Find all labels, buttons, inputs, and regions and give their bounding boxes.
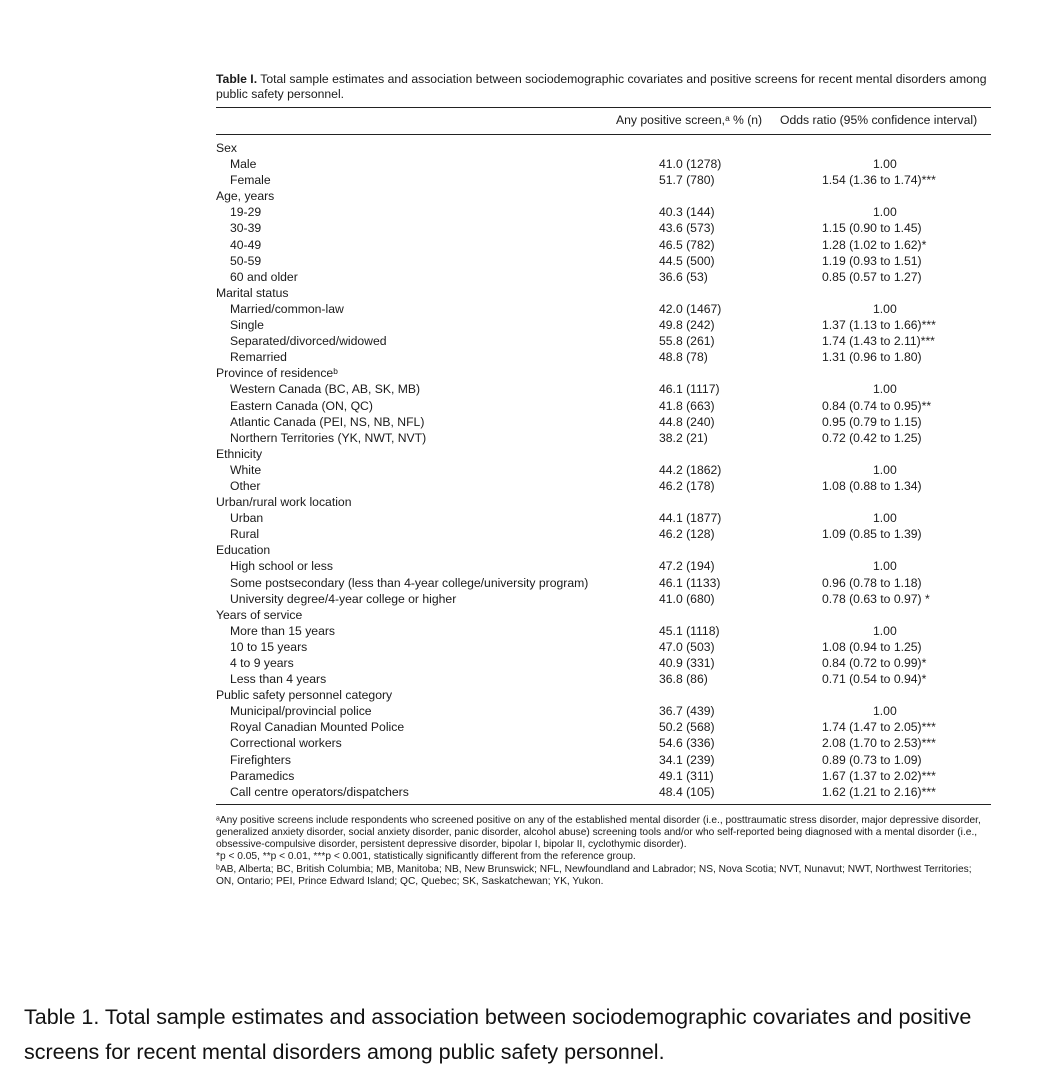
odds-ratio-value: 1.00	[873, 623, 897, 638]
table-number: Table I.	[216, 72, 258, 86]
table-row	[216, 478, 991, 494]
table-row	[216, 768, 991, 784]
table-group-heading	[216, 188, 991, 204]
positive-screen-value: 46.1 (1133)	[659, 575, 721, 590]
odds-ratio-value: 1.62 (1.21 to 2.16)***	[822, 784, 936, 799]
table-row	[216, 575, 991, 591]
odds-ratio-value: 1.00	[873, 382, 897, 397]
row-label: Municipal/provincial police	[230, 704, 372, 719]
row-label: Single	[230, 318, 264, 333]
positive-screen-value: 36.8 (86)	[659, 672, 708, 687]
odds-ratio-value: 1.08 (0.88 to 1.34)	[822, 478, 922, 493]
odds-ratio-value: 1.00	[873, 559, 897, 574]
footnote-a: ᵃAny positive screens include respondents who screened positive on any of the established mental disorder (i.e., posttraumatic stress disorder, major depressive disorder, generalized anxiety disorder, social anxiety disorder, panic disorder, alcohol abuse) screening tools and/or who self-reported being diagnosed with a mental disorder (i.e., obsessive-compulsive disorder, persistent depressive disorder, bipolar I, bipolar II, cyclothymic disorder).	[216, 814, 981, 851]
odds-ratio-value: 1.37 (1.13 to 1.66)***	[822, 318, 936, 333]
row-label: Other	[230, 478, 261, 493]
row-label: Western Canada (BC, AB, SK, MB)	[230, 382, 421, 397]
positive-screen-value: 43.6 (573)	[659, 221, 715, 236]
table-group-heading	[216, 687, 991, 703]
positive-screen-value: 46.2 (128)	[659, 527, 715, 542]
odds-ratio-value: 1.00	[873, 511, 897, 526]
odds-ratio-value: 1.74 (1.43 to 2.11)***	[822, 334, 935, 349]
table-page	[216, 72, 991, 888]
positive-screen-value: 50.2 (568)	[659, 720, 715, 735]
positive-screen-value: 54.6 (336)	[659, 736, 715, 751]
row-label: Call centre operators/dispatchers	[230, 784, 409, 799]
table-row	[216, 414, 991, 430]
row-label: Province of residenceᵇ	[216, 366, 338, 381]
table-group-heading	[216, 494, 991, 510]
table-row	[216, 655, 991, 671]
row-label: Ethnicity	[216, 446, 263, 461]
row-label: Education	[216, 543, 271, 558]
row-label: Years of service	[216, 607, 303, 622]
positive-screen-value: 36.6 (53)	[659, 269, 708, 284]
row-label: White	[230, 462, 262, 477]
odds-ratio-value: 0.85 (0.57 to 1.27)	[822, 269, 922, 284]
row-label: 40-49	[230, 237, 262, 252]
table-row	[216, 639, 991, 655]
row-label: Less than 4 years	[230, 672, 327, 687]
positive-screen-value: 51.7 (780)	[659, 173, 715, 188]
row-label: High school or less	[230, 559, 333, 574]
row-label: Female	[230, 173, 271, 188]
table-body	[216, 135, 991, 800]
table-row	[216, 381, 991, 397]
table-row	[216, 623, 991, 639]
table-row	[216, 784, 991, 800]
row-label: Royal Canadian Mounted Police	[230, 720, 405, 735]
positive-screen-value: 44.5 (500)	[659, 253, 715, 268]
row-label: Urban/rural work location	[216, 495, 352, 510]
table-row	[216, 156, 991, 172]
odds-ratio-value: 1.00	[873, 704, 897, 719]
table-header	[216, 108, 991, 134]
positive-screen-value: 44.8 (240)	[659, 414, 715, 429]
positive-screen-value: 48.8 (78)	[659, 350, 708, 365]
table-title-text: Total sample estimates and association between sociodemographic covariates and positive screens for recent mental disorders among public safety personnel.	[216, 72, 987, 101]
positive-screen-value: 49.1 (311)	[659, 768, 714, 783]
table-row	[216, 430, 991, 446]
odds-ratio-value: 1.19 (0.93 to 1.51)	[822, 253, 922, 268]
positive-screen-value: 40.9 (331)	[659, 656, 715, 670]
row-label: Separated/divorced/widowed	[230, 334, 387, 349]
row-label: Firefighters	[230, 752, 291, 767]
row-label: University degree/4-year college or higher	[230, 591, 457, 606]
odds-ratio-value: 0.71 (0.54 to 0.94)*	[822, 672, 927, 687]
table-row	[216, 526, 991, 542]
odds-ratio-value: 0.84 (0.72 to 0.99)*	[822, 656, 927, 670]
row-label: Northern Territories (YK, NWT, NVT)	[230, 430, 427, 445]
table-row	[216, 752, 991, 768]
table-row	[216, 510, 991, 526]
table-group-heading	[216, 285, 991, 301]
row-label: Rural	[230, 527, 260, 542]
positive-screen-value: 41.0 (680)	[659, 591, 715, 606]
footnotes	[216, 815, 991, 888]
row-label: Married/common-law	[230, 301, 344, 316]
column-header-positive-screen: Any positive screen,ᵃ % (n)	[616, 113, 763, 127]
positive-screen-value: 46.5 (782)	[659, 237, 715, 252]
table-row	[216, 172, 991, 188]
table-group-heading	[216, 607, 991, 623]
table-group-heading	[216, 446, 991, 462]
table-row	[216, 703, 991, 719]
row-label: Eastern Canada (ON, QC)	[230, 398, 373, 413]
positive-screen-value: 41.0 (1278)	[659, 157, 722, 172]
table-row	[216, 558, 991, 574]
table-row	[216, 204, 991, 220]
row-label: 50-59	[230, 253, 262, 268]
table-row	[216, 719, 991, 735]
footnote-significance: *p < 0.05, **p < 0.01, ***p < 0.001, statistically significantly different from the reference group.	[216, 851, 636, 863]
odds-ratio-value: 1.00	[873, 157, 897, 172]
table-row	[216, 301, 991, 317]
odds-ratio-value: 0.72 (0.42 to 1.25)	[822, 430, 922, 445]
positive-screen-value: 48.4 (105)	[659, 784, 715, 799]
odds-ratio-value: 0.96 (0.78 to 1.18)	[822, 575, 922, 590]
row-label: Sex	[216, 141, 238, 155]
odds-ratio-value: 0.78 (0.63 to 0.97) *	[822, 591, 930, 606]
row-label: Remarried	[230, 350, 287, 365]
row-label: Marital status	[216, 285, 289, 300]
table-row	[216, 735, 991, 751]
positive-screen-value: 44.2 (1862)	[659, 462, 722, 477]
table-title	[216, 72, 991, 102]
footnote-b: ᵇAB, Alberta; BC, British Columbia; MB, Manitoba; NB, New Brunswick; NFL, Newfoundland and Labrador; NS, Nova Scotia; NVT, Nunavut; NWT, Northwest Territories; ON, Ontario; PEI, Prince Edward Island; QC, Quebec; SK, Saskatchewan; YK, Yukon.	[216, 863, 972, 887]
row-label: 10 to 15 years	[230, 639, 308, 654]
table-group-heading	[216, 140, 991, 156]
positive-screen-value: 46.1 (1117)	[659, 382, 720, 397]
odds-ratio-value: 1.54 (1.36 to 1.74)***	[822, 173, 936, 188]
positive-screen-value: 49.8 (242)	[659, 318, 715, 333]
bottom-rule	[216, 804, 991, 805]
odds-ratio-value: 2.08 (1.70 to 2.53)***	[822, 736, 936, 751]
row-label: Correctional workers	[230, 736, 342, 751]
table-row	[216, 333, 991, 349]
positive-screen-value: 47.2 (194)	[659, 559, 715, 574]
row-label: 60 and older	[230, 269, 298, 284]
odds-ratio-value: 0.84 (0.74 to 0.95)**	[822, 398, 932, 413]
table-group-heading	[216, 542, 991, 558]
table-row	[216, 671, 991, 687]
row-label: 4 to 9 years	[230, 656, 294, 670]
positive-screen-value: 42.0 (1467)	[659, 301, 722, 316]
positive-screen-value: 44.1 (1877)	[659, 511, 722, 526]
column-header-odds-ratio: Odds ratio (95% confidence interval)	[780, 113, 978, 127]
table-row	[216, 220, 991, 236]
row-label: 19-29	[230, 205, 262, 220]
row-label: 30-39	[230, 221, 262, 236]
odds-ratio-value: 1.67 (1.37 to 2.02)***	[822, 768, 936, 783]
row-label: Public safety personnel category	[216, 688, 393, 703]
row-label: Atlantic Canada (PEI, NS, NB, NFL)	[230, 414, 425, 429]
odds-ratio-value: 0.95 (0.79 to 1.15)	[822, 414, 922, 429]
positive-screen-value: 47.0 (503)	[659, 639, 715, 654]
odds-ratio-value: 1.74 (1.47 to 2.05)***	[822, 720, 936, 735]
positive-screen-value: 38.2 (21)	[659, 430, 708, 445]
row-label: Some postsecondary (less than 4-year college/university program)	[230, 575, 589, 590]
positive-screen-value: 55.8 (261)	[659, 334, 715, 349]
odds-ratio-value: 1.15 (0.90 to 1.45)	[822, 221, 922, 236]
table-row	[216, 253, 991, 269]
row-label: Age, years	[216, 189, 275, 204]
table-row	[216, 317, 991, 333]
figure-caption: Table 1. Total sample estimates and association between sociodemographic covariates and positive screens for recent mental disorders among public safety personnel.	[24, 1005, 972, 1064]
table-row	[216, 269, 991, 285]
positive-screen-value: 34.1 (239)	[659, 752, 715, 767]
row-label: Male	[230, 157, 257, 172]
odds-ratio-value: 1.09 (0.85 to 1.39)	[822, 527, 922, 542]
positive-screen-value: 45.1 (1118)	[659, 623, 720, 638]
odds-ratio-value: 1.00	[873, 462, 897, 477]
table-group-heading	[216, 365, 991, 381]
positive-screen-value: 36.7 (439)	[659, 704, 715, 719]
odds-ratio-value: 1.08 (0.94 to 1.25)	[822, 639, 922, 654]
table-row	[216, 462, 991, 478]
row-label: Urban	[230, 511, 264, 526]
table-row	[216, 591, 991, 607]
positive-screen-value: 41.8 (663)	[659, 398, 715, 413]
odds-ratio-value: 1.00	[873, 301, 897, 316]
odds-ratio-value: 1.00	[873, 205, 897, 220]
table-row	[216, 349, 991, 365]
odds-ratio-value: 0.89 (0.73 to 1.09)	[822, 752, 922, 767]
odds-ratio-value: 1.31 (0.96 to 1.80)	[822, 350, 922, 365]
odds-ratio-value: 1.28 (1.02 to 1.62)*	[822, 237, 927, 252]
table-row	[216, 237, 991, 253]
table-row	[216, 398, 991, 414]
positive-screen-value: 46.2 (178)	[659, 478, 715, 493]
row-label: Paramedics	[230, 768, 295, 783]
positive-screen-value: 40.3 (144)	[659, 205, 715, 220]
row-label: More than 15 years	[230, 623, 336, 638]
